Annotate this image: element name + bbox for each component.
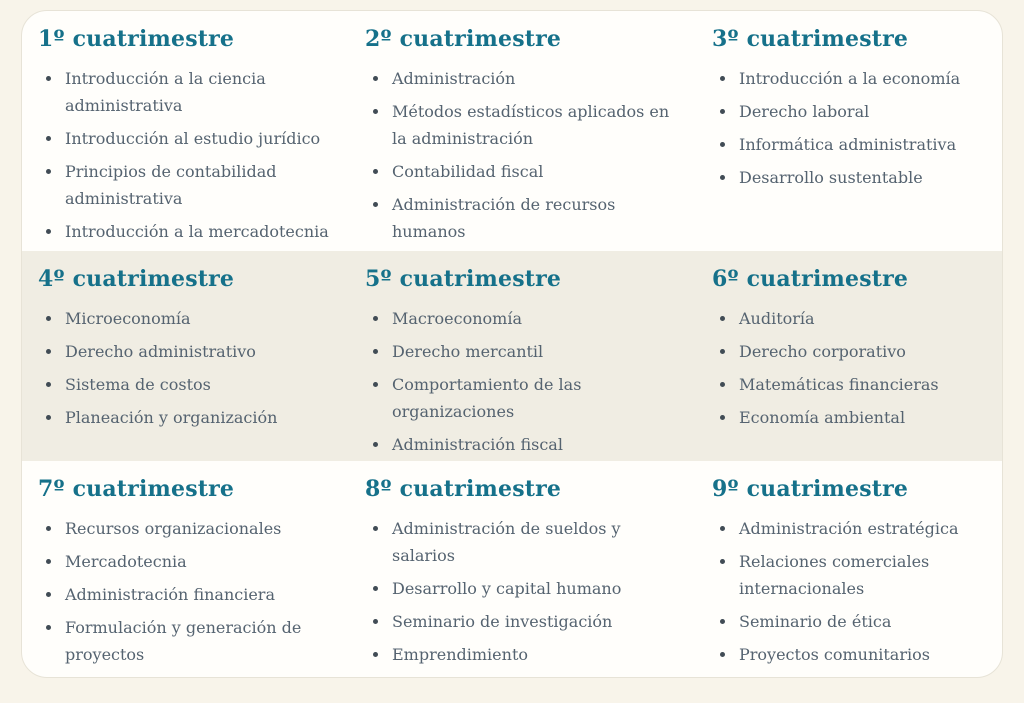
list-item — [712, 338, 992, 365]
curriculum-card — [21, 10, 1003, 678]
list-item — [38, 125, 339, 152]
course-name: Planeación y organización — [65, 408, 278, 427]
course-name: Introducción al estudio jurídico — [65, 129, 321, 148]
section-title: 1º cuatrimestre — [38, 26, 235, 52]
bullet-icon — [720, 652, 725, 657]
bullet-icon — [46, 415, 51, 420]
bullet-icon — [720, 142, 725, 147]
section-cuatrimestre-5 — [349, 251, 696, 461]
list-item — [38, 581, 339, 608]
section-cuatrimestre-3 — [696, 11, 1002, 251]
course-name: Derecho corporativo — [739, 342, 906, 361]
course-list — [38, 515, 339, 668]
bullet-icon — [46, 349, 51, 354]
list-item — [38, 65, 339, 119]
section-cuatrimestre-6 — [696, 251, 1002, 461]
bullet-icon — [46, 229, 51, 234]
list-item — [38, 158, 339, 212]
list-item — [365, 641, 686, 668]
bullet-icon — [373, 316, 378, 321]
section-title: 9º cuatrimestre — [712, 476, 909, 502]
course-name: Seminario de ética — [739, 612, 892, 631]
course-list — [38, 65, 339, 245]
list-item — [712, 548, 992, 602]
list-item — [712, 641, 992, 668]
section-title: 5º cuatrimestre — [365, 266, 562, 292]
bullet-icon — [373, 202, 378, 207]
list-item — [365, 575, 686, 602]
course-name: Administración fiscal — [392, 435, 563, 454]
bullet-icon — [373, 109, 378, 114]
course-name: Derecho administrativo — [65, 342, 256, 361]
course-name: Introducción a la economía — [739, 69, 961, 88]
course-list — [365, 515, 686, 668]
bullet-icon — [373, 382, 378, 387]
section-cuatrimestre-9 — [696, 461, 1002, 677]
course-list — [38, 305, 339, 431]
list-item — [38, 548, 339, 575]
section-title: 4º cuatrimestre — [38, 266, 235, 292]
bullet-icon — [720, 109, 725, 114]
bullet-icon — [373, 169, 378, 174]
list-item — [38, 404, 339, 431]
course-name: Administración — [392, 69, 516, 88]
bullet-icon — [373, 76, 378, 81]
cuatrimestre-row-3 — [22, 461, 1002, 677]
section-title: 7º cuatrimestre — [38, 476, 235, 502]
course-name: Administración estratégica — [739, 519, 959, 538]
list-item — [712, 515, 992, 542]
section-cuatrimestre-2 — [349, 11, 696, 251]
section-cuatrimestre-8 — [349, 461, 696, 677]
section-title: 3º cuatrimestre — [712, 26, 909, 52]
course-name: Auditoría — [739, 309, 815, 328]
bullet-icon — [720, 316, 725, 321]
course-name: Formulación y generación de proyectos — [65, 618, 302, 664]
bullet-icon — [46, 592, 51, 597]
course-name: Economía ambiental — [739, 408, 906, 427]
list-item — [38, 305, 339, 332]
course-name: Recursos organizacionales — [65, 519, 282, 538]
list-item — [712, 608, 992, 635]
course-name: Proyectos comunitarios — [739, 645, 930, 664]
course-name: Principios de contabilidad administrativa — [65, 162, 277, 208]
bullet-icon — [373, 349, 378, 354]
section-cuatrimestre-4 — [22, 251, 349, 461]
course-name: Sistema de costos — [65, 375, 211, 394]
list-item — [365, 158, 686, 185]
list-item — [365, 191, 686, 245]
bullet-icon — [720, 619, 725, 624]
list-item — [38, 338, 339, 365]
course-name: Introducción a la mercadotecnia — [65, 222, 329, 241]
bullet-icon — [720, 526, 725, 531]
bullet-icon — [46, 559, 51, 564]
course-name: Microeconomía — [65, 309, 191, 328]
list-item — [365, 65, 686, 92]
list-item — [38, 371, 339, 398]
course-name: Desarrollo sustentable — [739, 168, 923, 187]
course-list — [365, 65, 686, 245]
bullet-icon — [46, 136, 51, 141]
section-title: 2º cuatrimestre — [365, 26, 562, 52]
course-name: Macroeconomía — [392, 309, 522, 328]
bullet-icon — [720, 175, 725, 180]
course-name: Matemáticas financieras — [739, 375, 939, 394]
course-name: Derecho laboral — [739, 102, 870, 121]
bullet-icon — [720, 559, 725, 564]
list-item — [365, 371, 686, 425]
list-item — [712, 131, 992, 158]
course-name: Métodos estadísticos aplicados en la administración — [392, 102, 670, 148]
course-name: Introducción a la ciencia administrativa — [65, 69, 266, 115]
section-cuatrimestre-1 — [22, 11, 349, 251]
section-cuatrimestre-7 — [22, 461, 349, 677]
list-item — [365, 305, 686, 332]
bullet-icon — [720, 349, 725, 354]
bullet-icon — [46, 169, 51, 174]
course-list — [712, 305, 992, 431]
list-item — [712, 404, 992, 431]
course-name: Relaciones comerciales internacionales — [739, 552, 930, 598]
course-name: Mercadotecnia — [65, 552, 187, 571]
bullet-icon — [46, 526, 51, 531]
bullet-icon — [720, 415, 725, 420]
course-name: Administración de sueldos y salarios — [392, 519, 621, 565]
course-name: Comportamiento de las organizaciones — [392, 375, 582, 421]
bullet-icon — [46, 316, 51, 321]
course-name: Administración financiera — [65, 585, 275, 604]
list-item — [38, 515, 339, 542]
bullet-icon — [720, 76, 725, 81]
list-item — [365, 98, 686, 152]
course-name: Contabilidad fiscal — [392, 162, 544, 181]
bullet-icon — [46, 76, 51, 81]
list-item — [712, 65, 992, 92]
list-item — [365, 608, 686, 635]
list-item — [365, 515, 686, 569]
cuatrimestre-row-1 — [22, 11, 1002, 251]
list-item — [365, 431, 686, 458]
bullet-icon — [373, 619, 378, 624]
course-name: Derecho mercantil — [392, 342, 544, 361]
list-item — [712, 98, 992, 125]
list-item — [38, 614, 339, 668]
bullet-icon — [373, 526, 378, 531]
bullet-icon — [46, 382, 51, 387]
list-item — [712, 371, 992, 398]
course-name: Emprendimiento — [392, 645, 528, 664]
list-item — [365, 338, 686, 365]
course-list — [365, 305, 686, 458]
course-name: Seminario de investigación — [392, 612, 613, 631]
section-title: 6º cuatrimestre — [712, 266, 909, 292]
course-name: Administración de recursos humanos — [392, 195, 616, 241]
course-name: Informática administrativa — [739, 135, 957, 154]
list-item — [712, 164, 992, 191]
bullet-icon — [373, 442, 378, 447]
bullet-icon — [373, 652, 378, 657]
course-list — [712, 65, 992, 191]
bullet-icon — [373, 586, 378, 591]
list-item — [38, 218, 339, 245]
section-title: 8º cuatrimestre — [365, 476, 562, 502]
bullet-icon — [720, 382, 725, 387]
list-item — [712, 305, 992, 332]
bullet-icon — [46, 625, 51, 630]
course-list — [712, 515, 992, 668]
cuatrimestre-row-2 — [22, 251, 1002, 461]
course-name: Desarrollo y capital humano — [392, 579, 622, 598]
